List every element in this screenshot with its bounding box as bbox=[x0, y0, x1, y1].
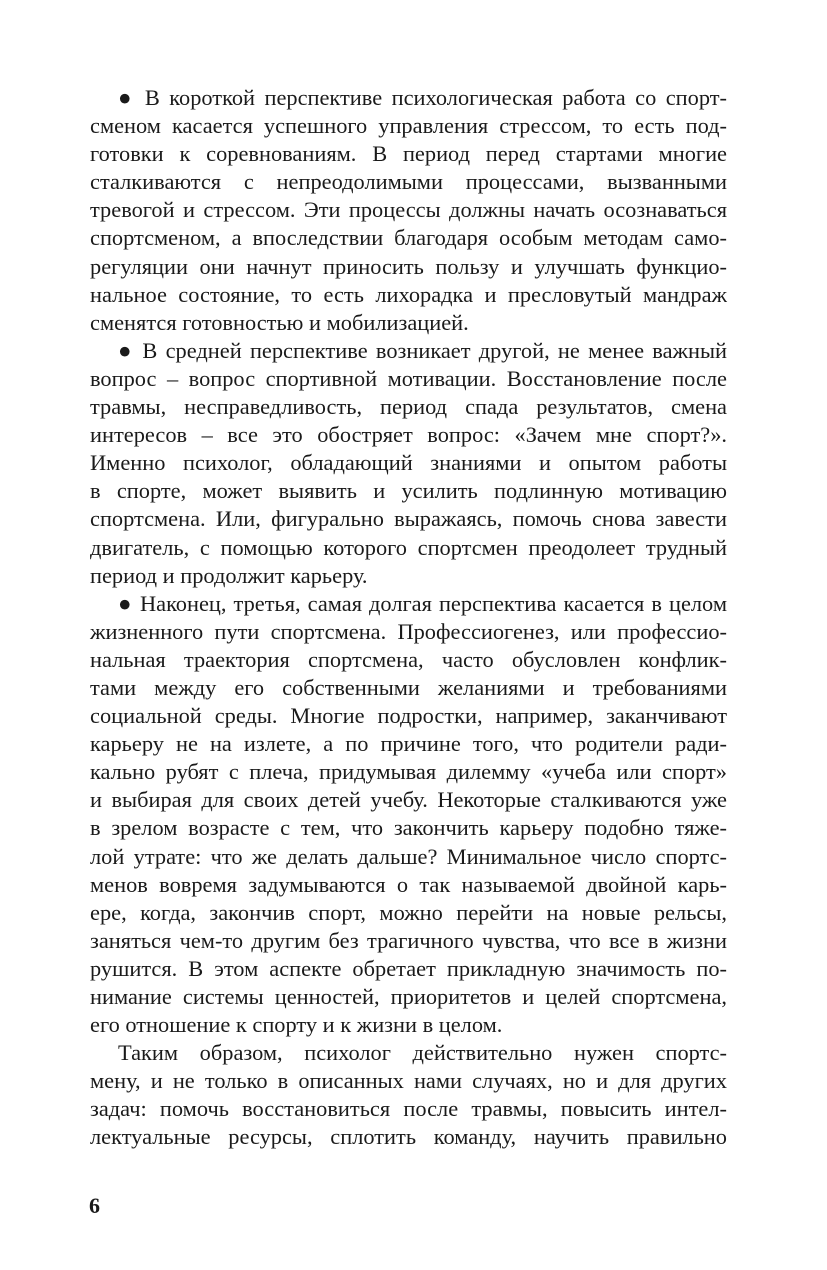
text-line: жизненного пути спортсмена. Профессиогенез, или профессио- bbox=[90, 618, 727, 644]
text-line: ● Наконец, третья, самая долгая перспектива касается в целом bbox=[118, 590, 727, 616]
text-line: социальной среды. Многие подростки, например, заканчивают bbox=[90, 703, 727, 729]
text-line: сменом касается успешного управления стрессом, то есть под- bbox=[90, 113, 727, 139]
text-line: нальная траектория спортсмена, часто обусловлен конфлик- bbox=[90, 646, 727, 672]
text-line: Таким образом, психолог действительно нужен спортс- bbox=[118, 1040, 727, 1066]
text-line: нимание системы ценностей, приоритетов и целей спортсмена, bbox=[90, 984, 727, 1009]
paragraph bbox=[90, 1039, 727, 1151]
text-line: тревогой и стрессом. Эти процессы должны начать осознаваться bbox=[90, 197, 727, 223]
text-line: менов вовремя задумываются о так называемой двойной карь- bbox=[90, 871, 727, 897]
text-line: спортсменом, а впоследствии благодаря особым методам само- bbox=[90, 225, 727, 251]
text-line: ● В короткой перспективе психологическая работа со спорт- bbox=[118, 85, 727, 110]
paragraph bbox=[90, 337, 727, 590]
text-line: Именно психолог, обладающий знаниями и опытом работы bbox=[90, 450, 727, 476]
text-line: кально рубят с плеча, придумывая дилемму «учеба или спорт» bbox=[90, 759, 727, 785]
paragraph bbox=[90, 84, 727, 337]
text-line: сталкиваются с непреодолимыми процессами, вызванными bbox=[90, 169, 727, 195]
text-line: двигатель, с помощью которого спортсмен преодолеет трудный bbox=[90, 534, 727, 560]
text-line: период и продолжит карьеру. bbox=[90, 562, 368, 588]
page-number: 6 bbox=[89, 1193, 100, 1218]
text-line: ере, когда, закончив спорт, можно перейти на новые рельсы, bbox=[90, 899, 727, 925]
text-line: готовки к соревнованиям. В период перед стартами многие bbox=[90, 141, 727, 167]
text-line: травмы, несправедливость, период спада результатов, смена bbox=[90, 394, 727, 420]
text-line: сменятся готовностью и мобилизацией. bbox=[90, 309, 469, 335]
text-line: спортсмена. Или, фигурально выражаясь, помочь снова завести bbox=[90, 506, 727, 532]
text-line: лектуальные ресурсы, сплотить команду, научить правильно bbox=[90, 1124, 727, 1150]
text-line: рушится. В этом аспекте обретает прикладную значимость по- bbox=[90, 955, 727, 981]
text-line: в зрелом возрасте с тем, что закончить карьеру подобно тяже- bbox=[90, 815, 727, 841]
text-line: регуляции они начнут приносить пользу и улучшать функцио- bbox=[90, 253, 727, 279]
text-line: мену, и не только в описанных нами случаях, но и для других bbox=[90, 1068, 727, 1094]
text-line: нальное состояние, то есть лихорадка и пресловутый мандраж bbox=[90, 281, 727, 307]
page-body bbox=[90, 84, 727, 1152]
text-line: задач: помочь восстановиться после травмы, повысить интел- bbox=[90, 1096, 727, 1122]
text-line: ● В средней перспективе возникает другой, не менее важный bbox=[118, 337, 727, 363]
text-line: заняться чем-то другим без трагичного чувства, что все в жизни bbox=[90, 927, 727, 953]
text-line: его отношение к спорту и к жизни в целом. bbox=[90, 1012, 503, 1038]
text-line: лой утрате: что же делать дальше? Минимальное число спортс- bbox=[90, 843, 727, 869]
text-line: тами между его собственными желаниями и требованиями bbox=[90, 674, 727, 700]
text-line: в спорте, может выявить и усилить подлинную мотивацию bbox=[90, 478, 727, 504]
text-line: интересов – все это обостряет вопрос: «Зачем мне спорт?». bbox=[90, 422, 727, 448]
paragraph bbox=[90, 590, 727, 1040]
text-line: карьеру не на излете, а по причине того, что родители ради- bbox=[90, 731, 727, 757]
text-line: вопрос – вопрос спортивной мотивации. Восстановление после bbox=[90, 365, 727, 391]
text-line: и выбирая для своих детей учебу. Некоторые сталкиваются уже bbox=[90, 787, 727, 813]
